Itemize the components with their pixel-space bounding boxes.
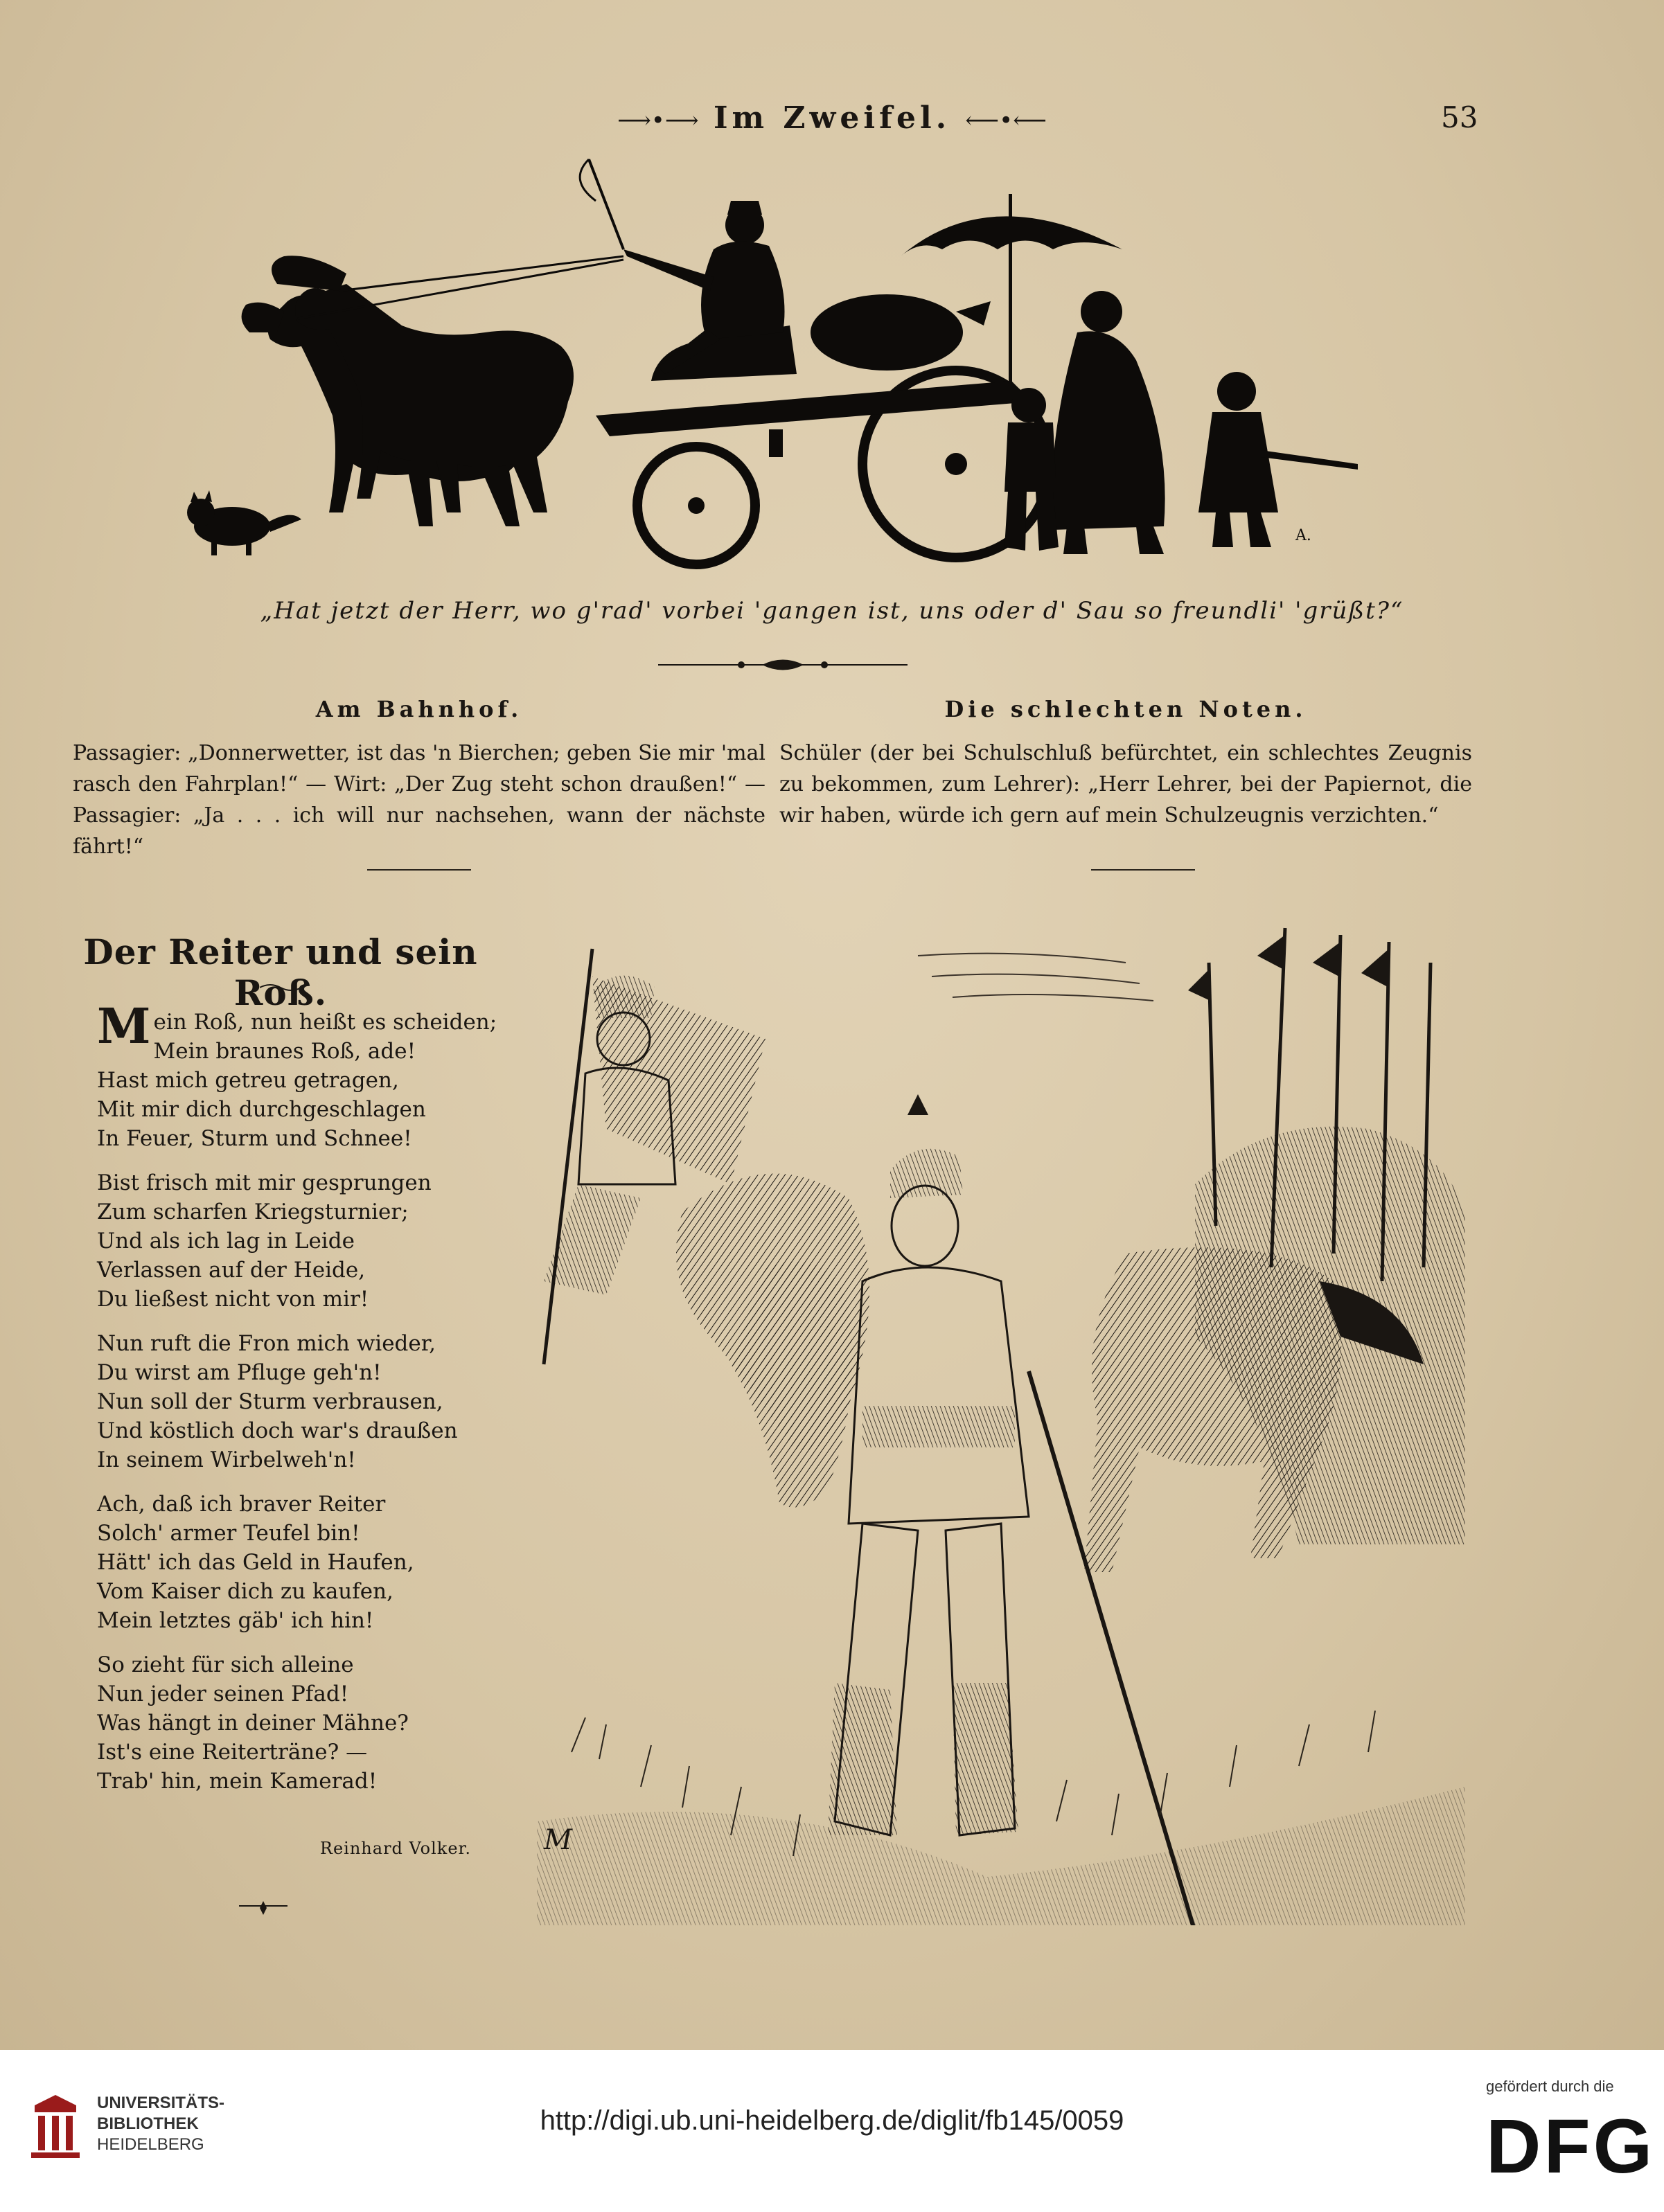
- digitization-footer: [0, 2050, 1664, 2212]
- poem-line: Solch' armer Teufel bin!: [97, 1521, 360, 1546]
- dfg-logo: DFG: [1486, 2104, 1656, 2189]
- article-end-rule-right: [1091, 869, 1195, 871]
- poem-title: Der Reiter und sein Roß.: [83, 931, 478, 1013]
- poem-line: In seinem Wirbelweh'n!: [97, 1447, 356, 1472]
- poem-line: In Feuer, Sturm und Schnee!: [97, 1126, 412, 1151]
- svg-text:M: M: [544, 1824, 572, 1856]
- running-title-text: Im Zweifel.: [713, 100, 951, 136]
- poem-line: Hätt' ich das Geld in Haufen,: [97, 1550, 414, 1575]
- poem-title-ornament: [260, 982, 301, 993]
- poem-author: Reinhard Volker.: [319, 1839, 471, 1858]
- ornamental-divider: [658, 654, 908, 675]
- running-title: [0, 100, 1664, 136]
- poem-line: Mit mir dich durchgeschlagen: [97, 1097, 426, 1122]
- poem-stanza: [97, 1490, 485, 1635]
- title-ornament-right: ⟵•⟵: [965, 107, 1047, 134]
- poem-line: Nun ruft die Fron mich wieder,: [97, 1331, 436, 1356]
- silhouette-caption: „Hat jetzt der Herr, wo g'rad' vorbei 'gangen ist, uns oder d' Sau so freundli' 'grüßt?“: [260, 597, 1404, 625]
- title-ornament-left: ⟶•⟶: [617, 107, 699, 134]
- poem-line: Zum scharfen Kriegsturnier;: [97, 1199, 409, 1224]
- funding-label: gefördert durch die: [1486, 2078, 1614, 2095]
- poem-stanza: [97, 1329, 485, 1474]
- poem-line: Bist frisch mit mir gesprungen: [97, 1170, 432, 1195]
- poem-line: Ach, daß ich braver Reiter: [97, 1492, 386, 1517]
- svg-text:A.: A.: [1295, 527, 1311, 544]
- article-text-die-schlechten-noten: Schüler (der bei Schulschluß befürchtet, ein schlechtes Zeugnis zu bekommen, zum Lehrer): „Herr Lehrer, bei der Papiernot, die wir haben, würde ich gern auf mein Schulzeugnis verzichten.“: [779, 741, 1472, 828]
- poem-stanza: [97, 1650, 485, 1796]
- end-ornament: [239, 1898, 287, 1918]
- source-url-link[interactable]: http://digi.ub.uni-heidelberg.de/diglit/fb145/0059: [540, 2105, 1124, 2136]
- page-number: 53: [1441, 100, 1478, 134]
- poem-line: Vom Kaiser dich zu kaufen,: [97, 1579, 393, 1604]
- poem-line: Hast mich getreu getragen,: [97, 1068, 399, 1093]
- poem-dropcap: M: [97, 997, 151, 1055]
- poem-line: Nun jeder seinen Pfad!: [97, 1682, 349, 1706]
- poem-line: ein Roß, nun heißt es scheiden;: [153, 1010, 497, 1035]
- poem-stanza: [97, 997, 497, 1153]
- poem-line: Was hängt in deiner Mähne?: [97, 1711, 409, 1736]
- poem-line: Ist's eine Reiterträne? —: [97, 1740, 368, 1765]
- poem-line: Du wirst am Pfluge geh'n!: [97, 1360, 382, 1385]
- poem-line: So zieht für sich alleine: [97, 1652, 354, 1677]
- poem-line: Trab' hin, mein Kamerad!: [97, 1769, 378, 1794]
- poem-line: Verlassen auf der Heide,: [97, 1258, 366, 1283]
- poem-line: Du ließest nicht von mir!: [97, 1287, 369, 1312]
- article-end-rule-left: [367, 869, 471, 871]
- library-name-line: BIBLIOTHEK: [97, 2114, 199, 2133]
- library-name-line: UNIVERSITÄTS-: [97, 2094, 225, 2112]
- poem-line: Mein braunes Roß, ade!: [153, 1039, 416, 1064]
- article-heading-die-schlechten-noten: Die schlechten Noten.: [944, 696, 1307, 722]
- article-text-am-bahnhof: Passagier: „Donnerwetter, ist das 'n Bierchen; geben Sie mir 'mal rasch den Fahrplan!“ — Wirt: „Der Zug steht schon draußen!“ — Passagier: „Ja . . . ich will nur nachsehen, wann der nächste fährt!“: [73, 741, 765, 859]
- carriage-silhouette-illustration: [180, 152, 1386, 575]
- article-heading-am-bahnhof: Am Bahnhof.: [315, 696, 523, 722]
- soldier-horse-engraving: [502, 921, 1465, 1925]
- poem-line: Und als ich lag in Leide: [97, 1229, 355, 1254]
- library-name-line: HEIDELBERG: [97, 2135, 204, 2154]
- poem-line: Mein letztes gäb' ich hin!: [97, 1608, 374, 1633]
- poem-line: Und köstlich doch war's draußen: [97, 1418, 458, 1443]
- poem-line: Nun soll der Sturm verbrausen,: [97, 1389, 443, 1414]
- poem-body: [97, 997, 497, 1811]
- poem-stanza: [97, 1168, 485, 1314]
